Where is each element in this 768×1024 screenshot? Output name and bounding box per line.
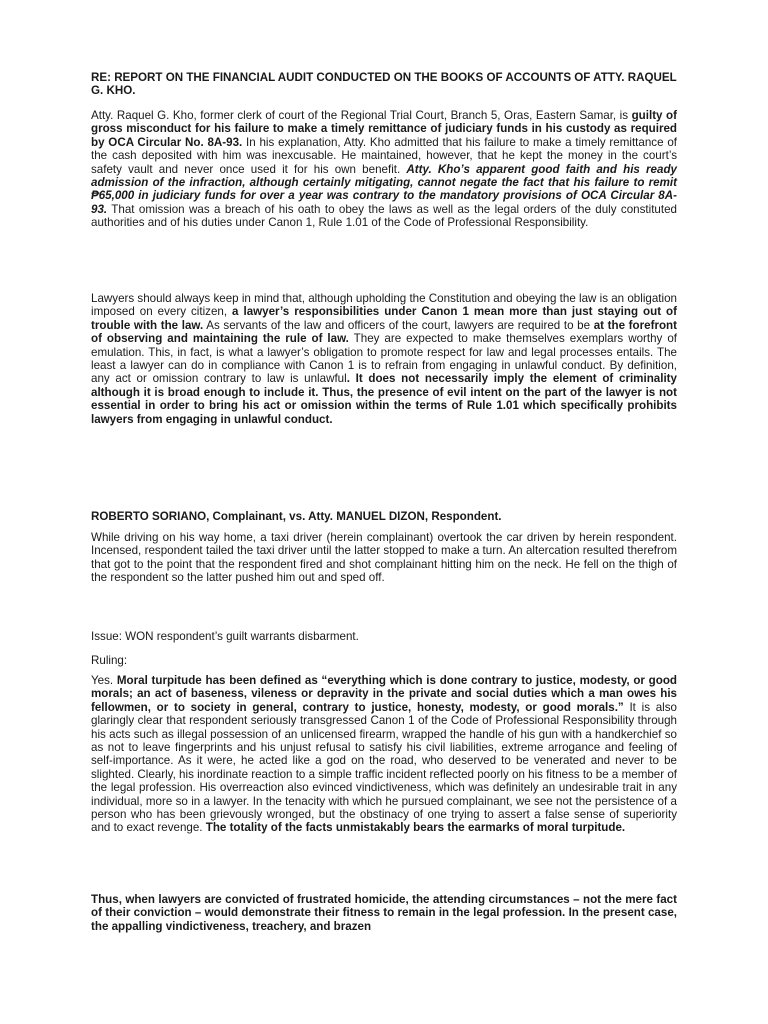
ruling-label: Ruling: [91,654,128,667]
paragraph-frustrated-homicide [91,893,677,933]
issue-line: Issue: WON respondent’s guilt warrants disbarment. [91,630,359,643]
text-run: Atty. Raquel G. Kho, former clerk of court of the Regional Trial Court, Branch 5, Oras, Eastern Samar, is [91,109,632,122]
paragraph-soriano-facts [91,531,677,585]
text-run: As servants of the law and officers of the court, lawyers are required to be [203,318,594,332]
text-run: a lawyer’s responsibilities under Canon 1 mean more than just staying out of trouble with the law. [91,305,677,332]
text-run: They are expected to make themselves exemplars worthy of emulation. This, in fact, is what a lawyer’s obligation to promote respect for law and legal processes entails. The least a lawyer can do in compliance with Canon 1 is to refrain from engaging in unlawful conduct. By definition, any act or omission contrary to law is unlawful [91,332,677,386]
text-run: That omission was a breach of his oath to obey the laws as well as the legal orders of the duly constituted authorities and of his duties under Canon 1, Rule 1.01 of the Code of Professional Responsibility. [91,202,677,230]
text-run: In his explanation, Atty. Kho admitted that his failure to make a timely remittance of the cash deposited with him was inexcusable. He maintained, however, that he kept the money in the court’s safety vault and never once used it for his own benefit. [91,135,677,176]
text-run: Yes. [91,674,117,687]
case-heading-soriano: ROBERTO SORIANO, Complainant, vs. Atty. MANUEL DIZON, Respondent. [91,510,502,523]
text-run: Atty. Kho’s apparent good faith and his ready admission of the infraction, although certainly mitigating, cannot negate the fact that his failure to remit ₱65,000 in judiciary funds for over a year was contrary to the mandatory provisions of OCA Circular 8A-93. [91,162,677,216]
text-run: Thus, when lawyers are convicted of frustrated homicide, the attending circumstances – not the mere fact of their conviction – would demonstrate their fitness to remain in the legal profession. In the present case, the appalling vindictiveness, treachery, and brazen [91,893,677,933]
paragraph-kho-summary [91,109,677,230]
paragraph-ruling-moral-turpitude [91,674,677,835]
text-run: The totality of the facts unmistakably bears the earmarks of moral turpitude. [205,821,626,835]
text-run: . It does not necessarily imply the element of criminality although it is broad enough to include it. Thus, the presence of evil intent on the part of the lawyer is not essential in order to bring his act or omission within the terms of Rule 1.01 which specifically prohibits lawyers from engaging in unlawful conduct. [91,372,677,426]
text-run: Moral turpitude has been defined as “everything which is done contrary to justice, modesty, or good morals; an act of baseness, vileness or depravity in the private and social duties which a man owes his fellowmen, or to society in general, contrary to justice, honesty, modesty, or good morals.” [91,674,678,714]
text-run: guilty of gross misconduct for his failure to make a timely remittance of judiciary funds in his custody as required by OCA Circular No. 8A-93. [91,109,677,149]
paragraph-lawyers-duty [91,292,677,426]
text-run: It is also glaringly clear that respondent seriously transgressed Canon 1 of the Code of Professional Responsibility through his acts such as illegal possession of an unlicensed firearm, wrapped the handle of his gun with a handkerchief so as not to leave fingerprints and his unjust refusal to satisfy his civil liabilities, extreme arrogance and feeling of self-importance. As it were, he acted like a god on the road, who deserved to be venerated and never to be slighted. Clearly, his inordinate reaction to a simple traffic incident reflected poorly on his fitness to be a member of the legal profession. His overreaction also evinced vindictiveness, which was definitely an undesirable trait in any individual, more so in a lawyer. In the tenacity with which he pursued complainant, we see not the persistence of a person who has been grievously wronged, but the obstinacy of one trying to assert a false sense of superiority and to exact revenge. [91,700,678,835]
text-run: While driving on his way home, a taxi driver (herein complainant) overtook the car driven by herein respondent. Incensed, respondent tailed the taxi driver until the latter stopped to make a turn. An altercation resulted therefrom that got to the point that the respondent fired and shot complainant hitting him on the neck. He fell on the thigh of the respondent so the latter pushed him out and sped off. [91,531,677,585]
text-run: Lawyers should always keep in mind that, although upholding the Constitution and obeying the law is an obligation imposed on every citizen, [91,292,677,319]
case-heading-kho: RE: REPORT ON THE FINANCIAL AUDIT CONDUCTED ON THE BOOKS OF ACCOUNTS OF ATTY. RAQUEL G. KHO. [91,71,677,98]
text-run: at the forefront of observing and maintaining the rule of law. [91,318,677,346]
